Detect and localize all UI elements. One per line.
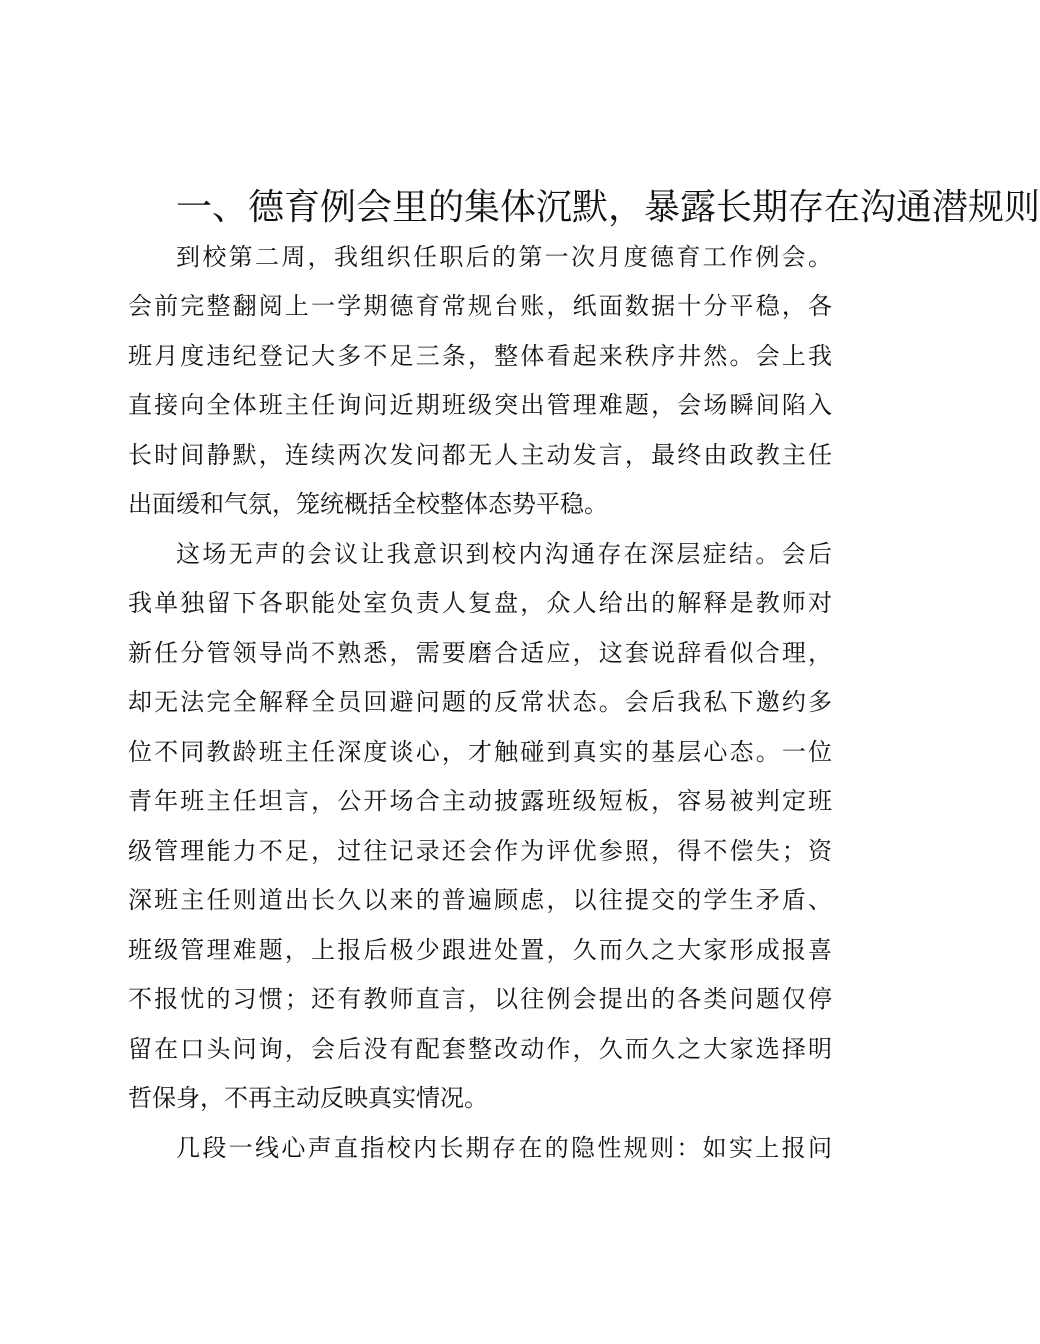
paragraph-line: 到校第二周，我组织任职后的第一次月度德育工作例会。 (176, 242, 832, 271)
paragraph-line: 会前完整翻阅上一学期德育常规台账，纸面数据十分平稳，各 (128, 292, 832, 320)
paragraph-line: 级管理能力不足，过往记录还会作为评优参照，得不偿失；资 (128, 836, 832, 865)
paragraph-line: 新任分管领导尚不熟悉，需要磨合适应，这套说辞看似合理， (128, 638, 832, 667)
paragraph-line: 班级管理难题，上报后极少跟进处置，久而久之大家形成报喜 (128, 935, 832, 964)
paragraph-line: 不报忧的习惯；还有教师直言，以往例会提出的各类问题仅停 (128, 985, 832, 1013)
paragraph-line: 直接向全体班主任询问近期班级突出管理难题，会场瞬间陷入 (128, 391, 832, 419)
paragraph-line: 深班主任则道出长久以来的普遍顾虑，以往提交的学生矛盾、 (128, 886, 832, 914)
paragraph-line: 留在口头问询，会后没有配套整改动作，久而久之大家选择明 (128, 1034, 832, 1063)
paragraph-line: 班月度违纪登记大多不足三条，整体看起来秩序井然。会上我 (128, 341, 832, 370)
section-heading: 一、德育例会里的集体沉默，暴露长期存在沟通潜规则 (176, 187, 1040, 228)
document-body (128, 183, 1040, 1173)
paragraph-container (128, 233, 832, 1174)
paragraph-line: 这场无声的会议让我意识到校内沟通存在深层症结。会后 (176, 539, 832, 568)
paragraph-line: 几段一线心声直指校内长期存在的隐性规则：如实上报问 (176, 1133, 832, 1162)
paragraph-line: 长时间静默，连续两次发问都无人主动发言，最终由政教主任 (128, 440, 832, 469)
paragraph-line: 哲保身，不再主动反映真实情况。 (128, 1084, 488, 1112)
paragraph (128, 530, 832, 1124)
paragraph-line: 位不同教龄班主任深度谈心，才触碰到真实的基层心态。一位 (128, 737, 832, 766)
paragraph-line: 却无法完全解释全员回避问题的反常状态。会后我私下邀约多 (128, 688, 832, 716)
paragraph-line: 青年班主任坦言，公开场合主动披露班级短板，容易被判定班 (128, 787, 832, 815)
paragraph (128, 233, 832, 530)
paragraph-line: 出面缓和气氛，笼统概括全校整体态势平稳。 (128, 490, 608, 518)
paragraph-line: 我单独留下各职能处室负责人复盘，众人给出的解释是教师对 (128, 589, 832, 617)
paragraph (128, 1124, 832, 1174)
